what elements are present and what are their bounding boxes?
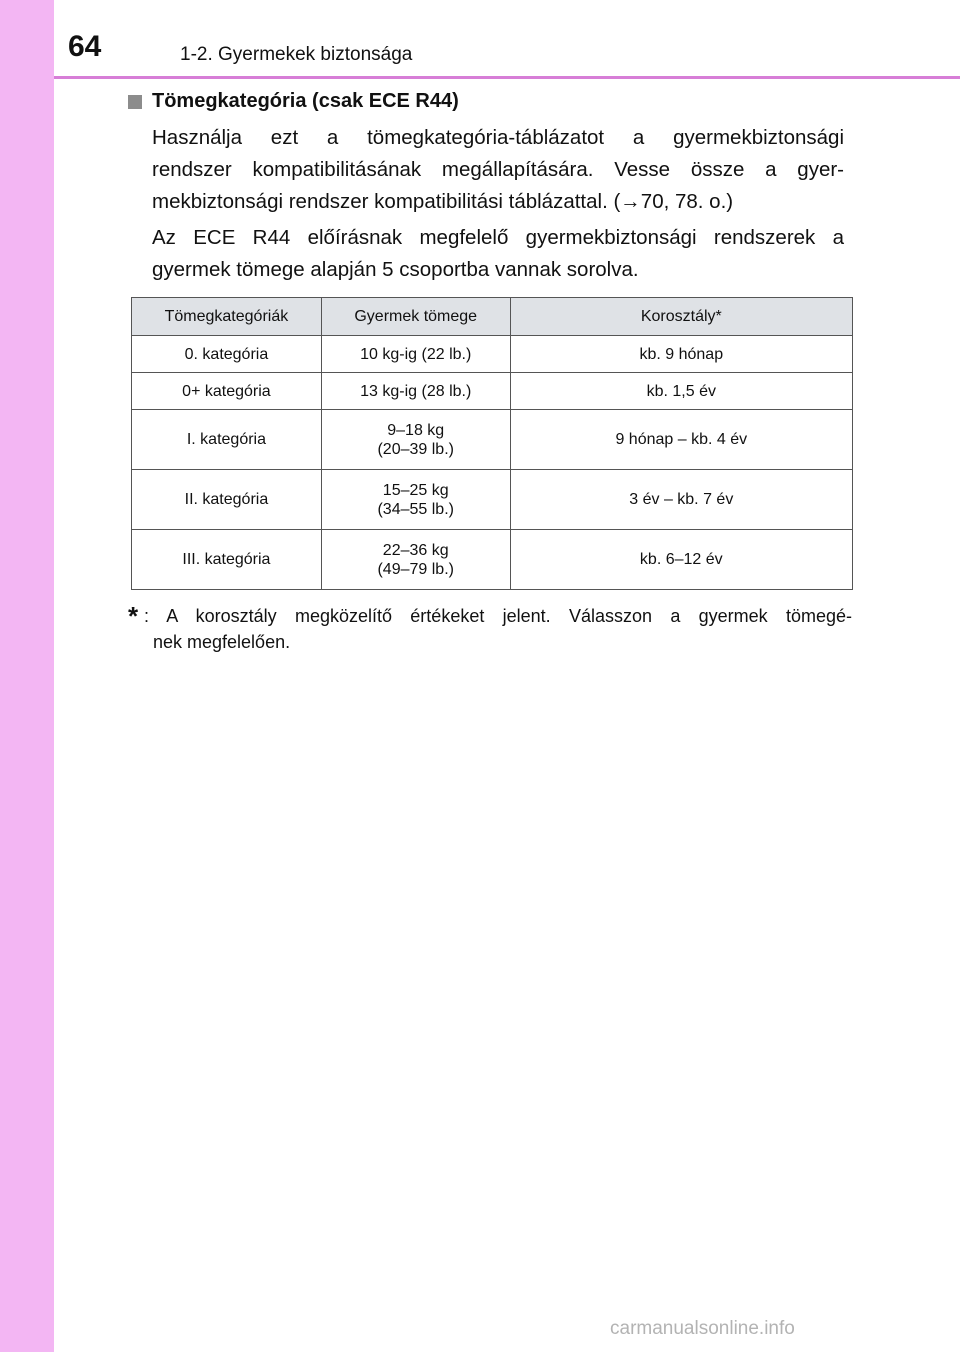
- category-cell: I. kategória: [132, 410, 322, 470]
- groups-line-1: Az ECE R44 előírásnak megfelelő gyermekbiztonsági rendszerek a: [152, 226, 844, 249]
- page-number: 64: [68, 30, 102, 63]
- column-header-age: Korosztály*: [510, 298, 852, 336]
- table-row: [132, 530, 853, 590]
- table-row: [132, 373, 853, 410]
- intro-line-1: Használja ezt a tömegkategória-táblázatot a gyermekbiztonsági: [152, 126, 844, 149]
- intro-line-3-text: mekbiztonsági rendszer kompatibilitási táblázattal. (: [152, 190, 621, 213]
- intro-line-3: [152, 186, 844, 218]
- age-cell: 3 év – kb. 7 év: [510, 470, 852, 530]
- weight-cell: 10 kg-ig (22 lb.): [321, 336, 510, 373]
- intro-paragraph: [152, 122, 844, 218]
- category-cell: 0+ kategória: [132, 373, 322, 410]
- category-cell: II. kategória: [132, 470, 322, 530]
- column-header-weight: Gyermek tömege: [321, 298, 510, 336]
- table-row: [132, 410, 853, 470]
- footnote-text: [144, 603, 852, 655]
- section-title: 1-2. Gyermekek biztonsága: [180, 44, 413, 65]
- footnote-marker: *: [128, 601, 139, 631]
- weight-kg: 22–36 kg: [382, 541, 449, 559]
- weight-cell: [321, 470, 510, 530]
- side-color-band: [0, 0, 54, 1352]
- table-row: [132, 470, 853, 530]
- weight-cell: [321, 530, 510, 590]
- weight-lb: (34–55 lb.): [377, 500, 454, 518]
- header-divider: [54, 76, 960, 79]
- intro-line-2: rendszer kompatibilitásának megállapítására. Vesse össze a gyer-: [152, 158, 844, 181]
- footnote-line-2: nek megfelelően.: [153, 632, 291, 652]
- weight-lb: (20–39 lb.): [377, 440, 454, 458]
- age-cell: 9 hónap – kb. 4 év: [510, 410, 852, 470]
- weight-kg: 9–18 kg: [387, 421, 445, 439]
- table-row: [132, 336, 853, 373]
- weight-kg: 15–25 kg: [382, 481, 449, 499]
- section-heading-text: Tömegkategória (csak ECE R44): [152, 90, 459, 112]
- category-cell: 0. kategória: [132, 336, 322, 373]
- page-reference-link[interactable]: 70, 78. o.): [640, 190, 734, 213]
- weight-category-table: [131, 297, 853, 590]
- square-bullet-icon: [128, 95, 142, 109]
- age-cell: kb. 6–12 év: [510, 530, 852, 590]
- footnote-line-1: : A korosztály megközelítő értékeket jelent. Válasszon a gyermek tömegé-: [144, 606, 852, 626]
- category-cell: III. kategória: [132, 530, 322, 590]
- weight-cell: [321, 410, 510, 470]
- groups-line-2: gyermek tömege alapján 5 csoportba vannak sorolva.: [152, 258, 639, 281]
- column-header-category: Tömegkategóriák: [132, 298, 322, 336]
- arrow-icon: →: [620, 190, 641, 213]
- age-cell: kb. 1,5 év: [510, 373, 852, 410]
- groups-paragraph: [152, 222, 844, 286]
- watermark: carmanualsonline.info: [610, 1318, 795, 1339]
- weight-cell: 13 kg-ig (28 lb.): [321, 373, 510, 410]
- section-heading: [128, 90, 459, 113]
- age-cell: kb. 9 hónap: [510, 336, 852, 373]
- weight-lb: (49–79 lb.): [377, 560, 454, 578]
- table-header-row: [132, 298, 853, 336]
